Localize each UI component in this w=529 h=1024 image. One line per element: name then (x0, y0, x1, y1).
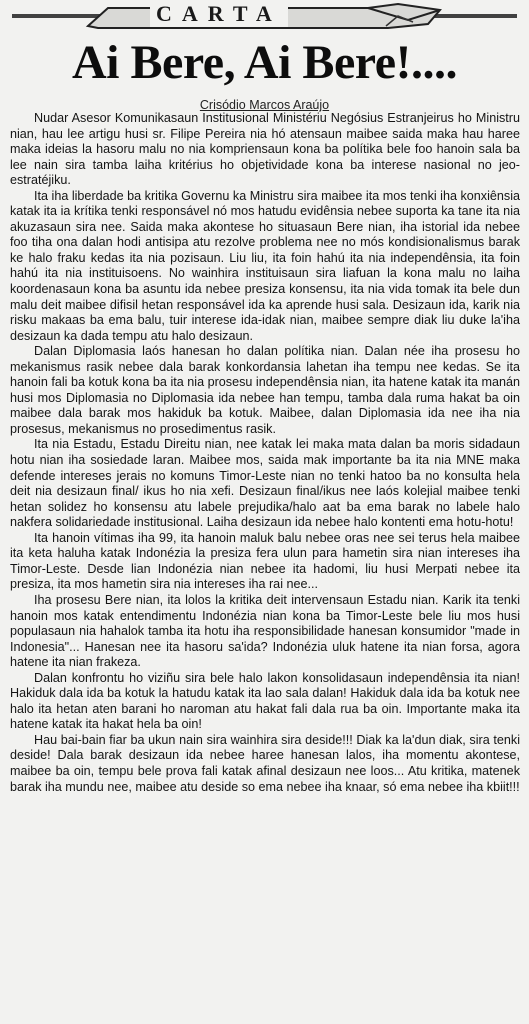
paragraph: Ita nia Estadu, Estadu Direitu nian, nee katak lei maka mata dalan ba moris sidadaun hotu nian iha sosiedade laran. Maibee mos, saida mak importante ba ita nia MNE maka defende intereses jerais no komuns Timor-Leste nian no tenki hatoo ba no konsulta hela deit nia desizaun final/ ikus ho nia xefi. Desizaun final/ikus nee laós kolejial maibee tenki hetan solidez ho konsensu atu labele prejudika/halo aat ba ema barak no labele halo nakfera solidariedade institusional. Laiha desizaun ida nebee halo kontenti ema hotu-hotu! (10, 437, 520, 530)
article-author: Crisódio Marcos Araújo (199, 98, 330, 112)
paragraph: Ita iha liberdade ba kritika Governu ka Ministru sira maibee ita mos tenki iha konxiênsia katak ita ia krítika tenki responsável nó mos hatudu evidênsia nebee suporta ka tane ita nia akuzasaun sira nee. Saida maka akontese ho situasaun Bere nian, iha istorial ida nebee foo tiha ona dalan hodi antisipa atu rezolve problema nee no mós kondisionalismus barak ke halo fraku kedas ita nia pozisaun. Liu liu, ita foin hahú ita nia independênsia, ita foin hahú ita nia instituisoens. No wainhira instituisaun sira liafuan la kona malu no laiha koordenasaun kona ba asuntu ida nebee presiza konsensu, ita nia vida tomak ita bele dun malu deit maibee difisil hetan responsável ida ka aprende husi sala. Desizaun ida, karik nia risku makaas ba ema balu, tuir interese ida-idak nian, maibee sempre diak liu duke la'iha desizaun ka dada tempu atu halo desizaun. (10, 188, 520, 343)
section-label: CARTA (150, 1, 288, 27)
article-body (10, 111, 520, 795)
paragraph: Dalan konfrontu ho viziñu sira bele halo lakon konsolidasaun independênsia ita nian! Hakiduk dala ida ba kotuk la hatudu katak ita lao sala dalan! Hakiduk dala ida ba kotuk nee halo ita hetan aten barani ho naroman atu hakat fali dala rua ba oin. Importante maka ita hatene katak ita hakat hela ba oin! (10, 670, 520, 732)
paragraph: Ita hanoin vítimas iha 99, ita hanoin maluk balu nebee oras nee sei terus hela maibee ita keta haluha katak Indonézia la presiza fera ulun para hametin sira nian intereses iha Timor-Leste. Desde lian Indonézia nian nebee ita hadomi, liu husi Merpati nebee ita presiza, ita mos hametin sira nia intereses iha rai nee... (10, 530, 520, 592)
section-header (0, 0, 529, 34)
paragraph: Dalan Diplomasia laós hanesan ho dalan polítika nian. Dalan née iha prosesu ho mekanismus rasik nebee dala barak konkordansia lahetan iha tempu nee kedas. Se ita hanoin fali ba kotuk kona ba ita nia prosesu independênsia nian, ita hatene katak ita manán husi mos Diplomasia no Diplomasia ida nebee han tempu, tamba dala ruma hakat ba oin maibee dala barak mos hakiduk ba kotuk. Maibee, dalan Diplomasia ida nee iha nia prosesus, mekanismus no prosedimentus rasik. (10, 344, 520, 436)
paragraph: Iha prosesu Bere nian, ita lolos la kritika deit intervensaun Estadu nian. Karik ita tenki hanoin mos katak entendimentu Indonézia nian kona ba Timor-Leste bele liu mos husi populasaun nia hahalok tamba ita hotu iha responsibilidade hanesan konsumidor "made in Indonesia"... Hanesan nee ita hasoru sa'ida? Indonézia uluk hatene ita nian forsa, agora hatene ita nian frakeza. (10, 592, 520, 670)
article-title: Ai Bere, Ai Bere!.... (72, 36, 457, 89)
paragraph: Nudar Asesor Komunikasaun Institusional Ministériu Negósius Estranjeirus ho Ministru nian, hau lee artigu husi sr. Filipe Pereira nia hó atensaun maibee saida maka hau haree maka ideias la hasoru malu no nia kompriensaun kona ba polítika bele foo hanoin sala ba lee nain sira tamba laiha kritérius ho objetividade kona ba interese nasional no jeo-estratéjiku. (10, 111, 520, 188)
paragraph: Hau bai-bain fiar ba ukun nain sira wainhira sira deside!!! Diak ka la'dun diak, sira tenki deside! Dala barak desizaun ida nebee haree hanesan lalos, iha momentu akontese, maibee ba oin, tempu bele prova fali katak afinal desizaun nee loos... Atu kritika, matenek barak iha mundu nee, maibee atu deside so ema nebee iha knaar, só ema nebee iha kbiit!!! (10, 732, 520, 794)
